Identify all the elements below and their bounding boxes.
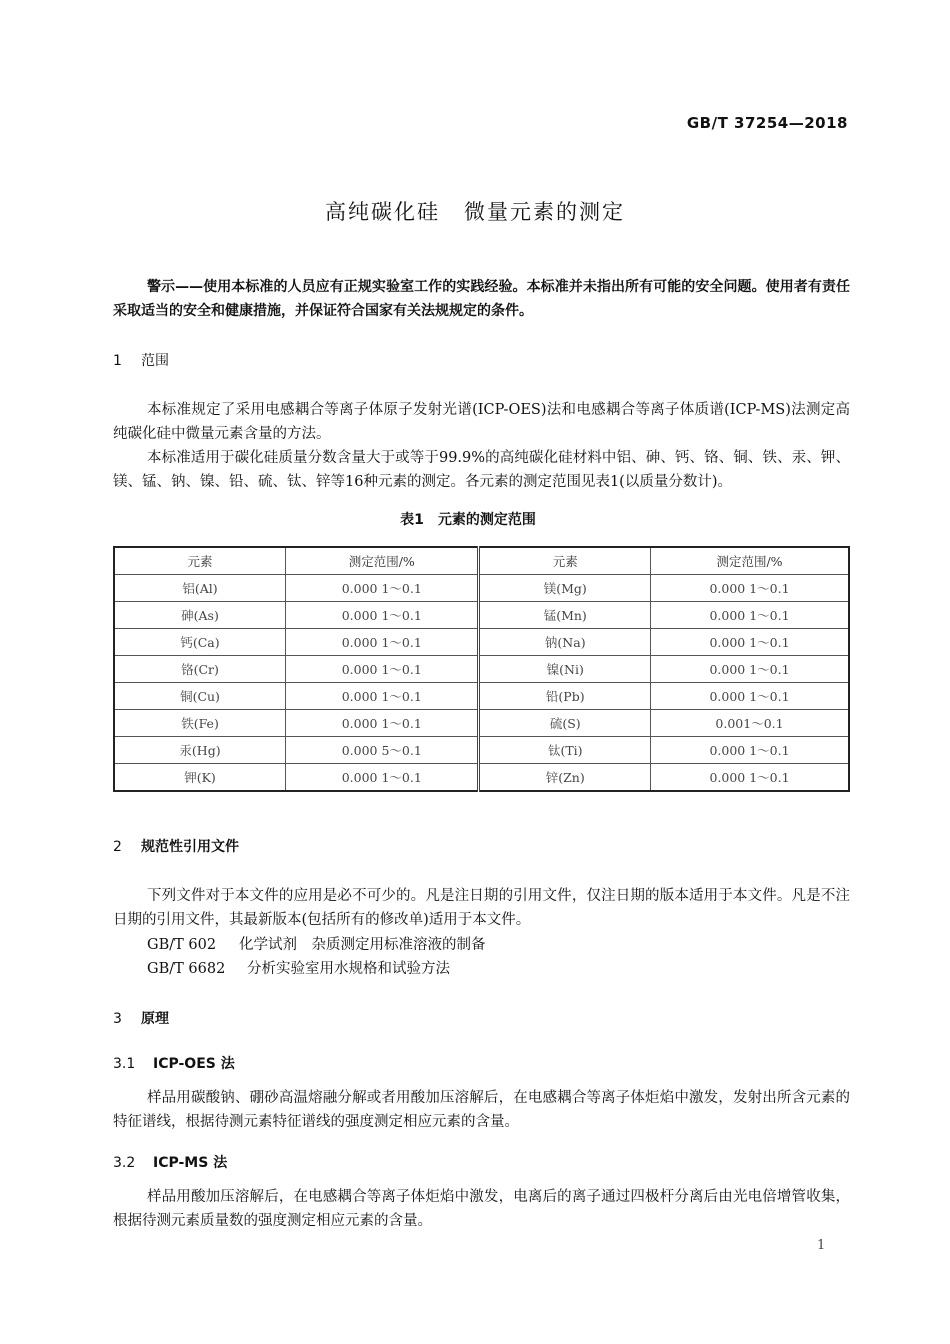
range-cell: 0.000 1～0.1 (651, 575, 849, 602)
element-range-table (113, 546, 850, 792)
reference-title: 分析实验室用水规格和试验方法 (247, 961, 450, 977)
subsection-title: ICP-MS 法 (153, 1155, 228, 1171)
range-cell: 0.000 1～0.1 (286, 575, 479, 602)
table-row (114, 575, 849, 602)
element-cell: 钾(K) (114, 764, 286, 792)
warning-paragraph: 警示——使用本标准的人员应有正规实验室工作的实践经验。本标准并未指出所有可能的安全问题。使用者有责任采取适当的安全和健康措施，并保证符合国家有关法规规定的条件。 (113, 279, 850, 319)
header-range: 测定范围/% (286, 547, 479, 575)
icp-oes-paragraph: 样品用碳酸钠、硼砂高温熔融分解或者用酸加压溶解后，在电感耦合等离子体炬焰中激发，发射出所含元素的特征谱线，根据待测元素特征谱线的强度测定相应元素的含量。 (113, 1090, 850, 1130)
range-cell: 0.000 1～0.1 (651, 764, 849, 792)
section-title: 范围 (141, 353, 169, 369)
table-row (114, 683, 849, 710)
subsection-3-1-heading (113, 1053, 235, 1073)
range-cell: 0.000 1～0.1 (286, 764, 479, 792)
element-cell: 铅(Pb) (479, 683, 651, 710)
range-cell: 0.000 5～0.1 (286, 737, 479, 764)
subsection-number: 3.1 (113, 1056, 136, 1072)
range-cell: 0.000 1～0.1 (286, 710, 479, 737)
table-row (114, 629, 849, 656)
reference-item (147, 957, 450, 978)
header-range: 测定范围/% (651, 547, 849, 575)
range-cell: 0.000 1～0.1 (651, 602, 849, 629)
section-number: 1 (113, 353, 122, 369)
element-cell: 钙(Ca) (114, 629, 286, 656)
range-cell: 0.001～0.1 (651, 710, 849, 737)
subsection-number: 3.2 (113, 1155, 136, 1171)
range-cell: 0.000 1～0.1 (286, 683, 479, 710)
element-cell: 硫(S) (479, 710, 651, 737)
title-part-1: 高纯碳化硅 (325, 200, 440, 224)
table-row (114, 710, 849, 737)
references-intro-paragraph: 下列文件对于本文件的应用是必不可少的。凡是注日期的引用文件，仅注日期的版本适用于本文件。凡是不注日期的引用文件，其最新版本(包括所有的修改单)适用于本文件。 (113, 888, 850, 928)
range-cell: 0.000 1～0.1 (286, 629, 479, 656)
scope-paragraph-1: 本标准规定了采用电感耦合等离子体原子发射光谱(ICP-OES)法和电感耦合等离子体质谱(ICP-MS)法测定高纯碳化硅中微量元素含量的方法。 (113, 402, 850, 442)
range-cell: 0.000 1～0.1 (651, 629, 849, 656)
range-cell: 0.000 1～0.1 (651, 656, 849, 683)
scope-paragraph-2: 本标准适用于碳化硅质量分数含量大于或等于99.9%的高纯碳化硅材料中铝、砷、钙、铬、铜、铁、汞、钾、镁、锰、钠、镍、铅、硫、钛、锌等16种元素的测定。各元素的测定范围见表1(以质量分数计)。 (113, 450, 850, 490)
range-cell: 0.000 1～0.1 (651, 737, 849, 764)
element-cell: 铜(Cu) (114, 683, 286, 710)
section-title: 规范性引用文件 (141, 839, 239, 855)
reference-code: GB/T 602 (147, 937, 217, 953)
element-cell: 钛(Ti) (479, 737, 651, 764)
reference-title: 化学试剂 杂质测定用标准溶液的制备 (239, 937, 486, 953)
element-cell: 铝(Al) (114, 575, 286, 602)
element-cell: 镍(Ni) (479, 656, 651, 683)
table-row (114, 764, 849, 792)
subsection-title: ICP-OES 法 (153, 1056, 235, 1072)
reference-code: GB/T 6682 (147, 961, 226, 977)
header-element: 元素 (479, 547, 651, 575)
element-cell: 铁(Fe) (114, 710, 286, 737)
table-row (114, 656, 849, 683)
document-title (0, 196, 950, 226)
element-cell: 砷(As) (114, 602, 286, 629)
page-number: 1 (817, 1238, 826, 1253)
element-cell: 锰(Mn) (479, 602, 651, 629)
element-cell: 锌(Zn) (479, 764, 651, 792)
subsection-3-2-heading (113, 1152, 227, 1172)
range-cell: 0.000 1～0.1 (286, 602, 479, 629)
element-cell: 镁(Mg) (479, 575, 651, 602)
table-row (114, 737, 849, 764)
section-title: 原理 (141, 1011, 169, 1027)
range-cell: 0.000 1～0.1 (286, 656, 479, 683)
table-row (114, 602, 849, 629)
table-caption (0, 509, 950, 529)
section-2-heading (113, 836, 239, 856)
header-element: 元素 (114, 547, 286, 575)
section-number: 3 (113, 1011, 122, 1027)
element-cell: 钠(Na) (479, 629, 651, 656)
element-cell: 铬(Cr) (114, 656, 286, 683)
title-part-2: 微量元素的测定 (464, 200, 625, 224)
section-number: 2 (113, 839, 122, 855)
table-caption-text: 元素的测定范围 (437, 512, 536, 528)
table-caption-label: 表1 (400, 512, 424, 528)
section-1-heading (113, 350, 169, 370)
element-cell: 汞(Hg) (114, 737, 286, 764)
icp-ms-paragraph: 样品用酸加压溶解后，在电感耦合等离子体炬焰中激发，电离后的离子通过四极杆分离后由光电倍增管收集，根据待测元素质量数的强度测定相应元素的含量。 (113, 1189, 850, 1229)
range-cell: 0.000 1～0.1 (651, 683, 849, 710)
standard-number: GB/T 37254—2018 (686, 114, 848, 132)
table-header-row (114, 547, 849, 575)
section-3-heading (113, 1008, 169, 1028)
reference-item (147, 933, 486, 954)
